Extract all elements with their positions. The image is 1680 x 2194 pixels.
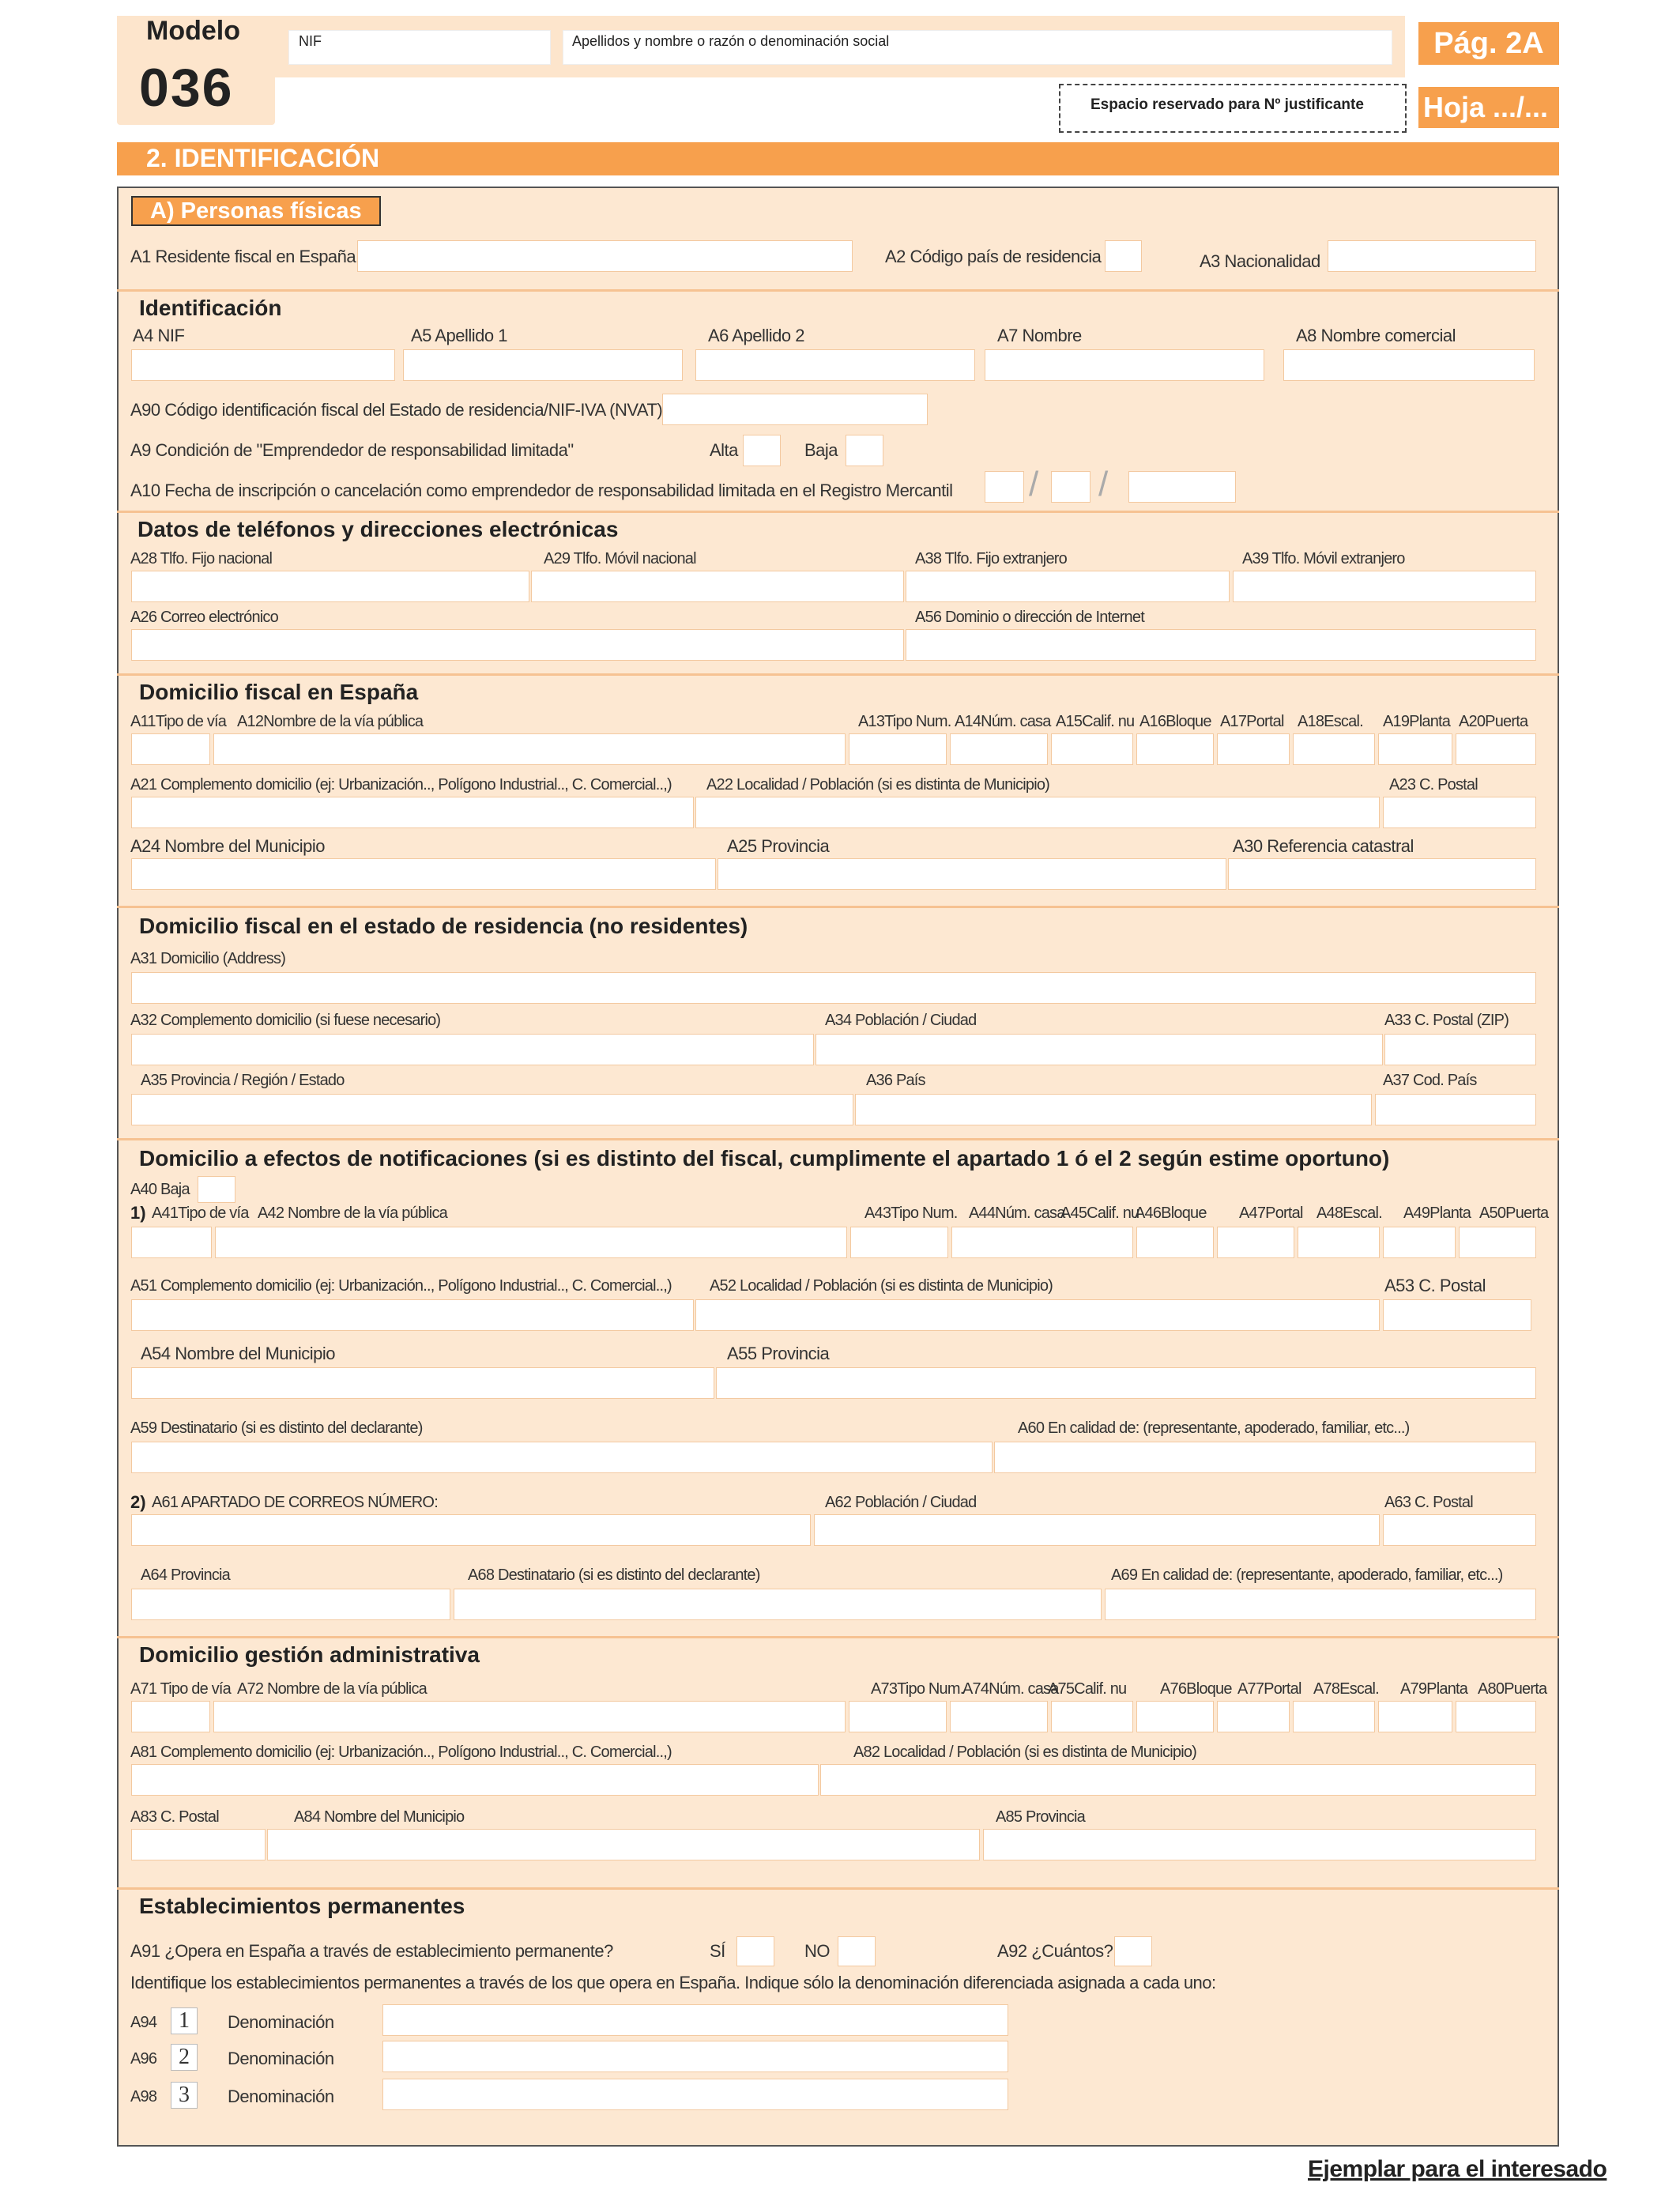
baja-checkbox[interactable] (846, 435, 883, 466)
a34-field[interactable] (816, 1034, 1383, 1065)
a23-label: A23 C. Postal (1389, 776, 1478, 794)
separator (117, 1636, 1559, 1638)
a46-label: A46Bloque (1135, 1204, 1207, 1222)
a38-label: A38 Tlfo. Fijo extranjero (915, 550, 1067, 567)
a48-field[interactable] (1298, 1227, 1380, 1258)
a40-checkbox[interactable] (198, 1176, 235, 1203)
option-1-label: 1) (130, 1203, 146, 1223)
a63-label: A63 C. Postal (1384, 1494, 1473, 1511)
a14-field[interactable] (950, 733, 1048, 765)
a26-label: A26 Correo electrónico (130, 609, 278, 626)
a15-field[interactable] (1051, 733, 1133, 765)
domicilio-residencia-title: Domicilio fiscal en el estado de residencia (no residentes) (139, 914, 748, 938)
a16-label: A16Bloque (1139, 713, 1211, 730)
a22-field[interactable] (695, 797, 1380, 828)
a5-label: A5 Apellido 1 (411, 326, 507, 345)
telefonos-title: Datos de teléfonos y direcciones electrónicas (137, 517, 619, 541)
a81-field[interactable] (131, 1764, 819, 1796)
a48-label: A48Escal. (1317, 1204, 1382, 1222)
a47-field[interactable] (1217, 1227, 1294, 1258)
subsection-title: A) Personas físicas (131, 196, 381, 226)
a59-label: A59 Destinatario (si es distinto del declarante) (130, 1419, 423, 1437)
domicilio-espana-title: Domicilio fiscal en España (139, 680, 419, 704)
a56-field[interactable] (906, 629, 1536, 661)
a31-label: A31 Domicilio (Address) (130, 950, 286, 967)
a43-field[interactable] (850, 1227, 948, 1258)
a32-field[interactable] (131, 1034, 814, 1065)
notificaciones-title: Domicilio a efectos de notificaciones (si es distinto del fiscal, cumplimente el apartado 1 ó el 2 según estime oportuno) (139, 1146, 1390, 1171)
a35-field[interactable] (131, 1094, 853, 1125)
a73-label: A73Tipo Num. (871, 1680, 964, 1698)
a39-label: A39 Tlfo. Móvil extranjero (1242, 550, 1405, 567)
separator (117, 673, 1559, 676)
a5-field[interactable] (403, 349, 683, 381)
a6-field[interactable] (695, 349, 975, 381)
baja-label: Baja (804, 440, 838, 460)
a61-label: A61 APARTADO DE CORREOS NÚMERO: (152, 1494, 438, 1511)
a28-field[interactable] (131, 571, 529, 602)
a68-label: A68 Destinatario (si es distinto del declarante) (468, 1566, 760, 1584)
hoja-label: Hoja .../... (1418, 87, 1559, 128)
a55-label: A55 Provincia (727, 1344, 830, 1363)
a71-field[interactable] (131, 1701, 210, 1732)
a80-field[interactable] (1456, 1701, 1536, 1732)
a36-field[interactable] (855, 1094, 1372, 1125)
a83-field[interactable] (131, 1829, 266, 1860)
a25-label: A25 Provincia (727, 836, 830, 856)
separator (117, 1887, 1559, 1890)
a76-field[interactable] (1136, 1701, 1214, 1732)
a40-label: A40 Baja (130, 1181, 190, 1198)
a36-label: A36 País (866, 1072, 925, 1089)
a16-field[interactable] (1136, 733, 1214, 765)
a26-field[interactable] (131, 629, 904, 661)
a62-field[interactable] (814, 1514, 1380, 1546)
a7-label: A7 Nombre (997, 326, 1082, 345)
nif-label: NIF (299, 33, 322, 49)
a72-label: A72 Nombre de la vía pública (237, 1680, 427, 1698)
a37-field[interactable] (1375, 1094, 1536, 1125)
separator (117, 511, 1559, 513)
a79-field[interactable] (1378, 1701, 1452, 1732)
a14-label: A14Núm. casa (955, 713, 1051, 730)
separator (117, 1138, 1559, 1140)
a75-label: A75Calif. nu (1048, 1680, 1127, 1698)
a2-field[interactable] (1105, 240, 1142, 272)
a69-label: A69 En calidad de: (representante, apoderado, familiar, etc...) (1111, 1566, 1503, 1584)
a18-label: A18Escal. (1298, 713, 1363, 730)
a8-field[interactable] (1283, 349, 1535, 381)
a62-label: A62 Población / Ciudad (825, 1494, 977, 1511)
a77-label: A77Portal (1237, 1680, 1301, 1698)
a42-field[interactable] (215, 1227, 847, 1258)
a17-label: A17Portal (1220, 713, 1284, 730)
a84-field[interactable] (267, 1829, 980, 1860)
a23-field[interactable] (1383, 797, 1536, 828)
a78-field[interactable] (1293, 1701, 1375, 1732)
a3-label: A3 Nacionalidad (1200, 251, 1320, 271)
a59-field[interactable] (131, 1442, 993, 1473)
a69-field[interactable] (1105, 1589, 1536, 1620)
a47-label: A47Portal (1239, 1204, 1303, 1222)
a53-field[interactable] (1383, 1299, 1531, 1331)
a8-label: A8 Nombre comercial (1296, 326, 1456, 345)
alta-checkbox[interactable] (743, 435, 781, 466)
a11-label: A11Tipo de vía (130, 713, 227, 730)
a6-label: A6 Apellido 2 (708, 326, 804, 345)
a33-label: A33 C. Postal (ZIP) (1384, 1012, 1509, 1029)
a30-label: A30 Referencia catastral (1233, 836, 1414, 856)
a10-label: A10 Fecha de inscripción o cancelación como emprendedor de responsabilidad limitada en el Registro Mercantil (130, 481, 953, 500)
a92-label: A92 ¿Cuántos? (997, 1941, 1113, 1961)
a74-label: A74Núm. casa (962, 1680, 1059, 1698)
a94-field[interactable] (382, 2004, 1008, 2036)
modelo-number: 036 (139, 58, 234, 118)
a84-label: A84 Nombre del Municipio (294, 1808, 465, 1826)
a1-field[interactable] (357, 240, 853, 272)
a80-label: A80Puerta (1478, 1680, 1547, 1698)
a68-field[interactable] (454, 1589, 1102, 1620)
a81-label: A81 Complemento domicilio (ej: Urbanización.., Polígono Industrial.., C. Comercial..,) (130, 1744, 672, 1761)
a45-label: A45Calif. nu (1060, 1204, 1139, 1222)
a13-label: A13Tipo Num. (858, 713, 951, 730)
si-checkbox[interactable] (736, 1936, 774, 1966)
a13-field[interactable] (849, 733, 947, 765)
a98-field[interactable] (382, 2079, 1008, 2110)
a21-label: A21 Complemento domicilio (ej: Urbanización.., Polígono Industrial.., C. Comercial..,) (130, 776, 672, 794)
denominacion-label: Denominación (228, 2049, 334, 2068)
a77-field[interactable] (1217, 1701, 1290, 1732)
a96-code: A96 (130, 2050, 157, 2068)
denominacion-label: Denominación (228, 2087, 334, 2106)
a10-year-field[interactable] (1128, 471, 1236, 503)
a4-field[interactable] (131, 349, 395, 381)
row-number: 3 (171, 2082, 198, 2109)
no-label: NO (804, 1941, 830, 1961)
a19-field[interactable] (1378, 733, 1452, 765)
a10-month-field[interactable] (1051, 471, 1090, 503)
a39-field[interactable] (1233, 571, 1536, 602)
a54-field[interactable] (131, 1367, 714, 1399)
a92-field[interactable] (1114, 1936, 1152, 1966)
a15-label: A15Calif. nu (1056, 713, 1135, 730)
option-2-label: 2) (130, 1492, 146, 1512)
separator (117, 906, 1559, 908)
a7-field[interactable] (985, 349, 1264, 381)
a35-label: A35 Provincia / Región / Estado (141, 1072, 345, 1089)
date-slash: / (1098, 465, 1109, 503)
a20-label: A20Puerta (1459, 713, 1528, 730)
modelo-label: Modelo (146, 16, 240, 46)
a21-field[interactable] (131, 797, 694, 828)
a42-label: A42 Nombre de la vía pública (258, 1204, 447, 1222)
date-slash: / (1029, 465, 1039, 503)
a82-label: A82 Localidad / Población (si es distinta de Municipio) (853, 1744, 1197, 1761)
denominacion-label: Denominación (228, 2012, 334, 2032)
instructions: Identifique los establecimientos permanentes a través de los que opera en España. Indique sólo la denominación diferenciada asignada a cada uno: (130, 1973, 1216, 1992)
a4-label: A4 NIF (133, 326, 185, 345)
a64-label: A64 Provincia (141, 1566, 230, 1584)
a41-label: A41Tipo de vía (152, 1204, 249, 1222)
a54-label: A54 Nombre del Municipio (141, 1344, 336, 1363)
a10-day-field[interactable] (985, 471, 1024, 503)
a56-label: A56 Dominio o dirección de Internet (915, 609, 1144, 626)
a49-label: A49Planta (1403, 1204, 1471, 1222)
a31-field[interactable] (131, 972, 1536, 1004)
ejemplar-label: Ejemplar para el interesado (1308, 2156, 1607, 2182)
a72-field[interactable] (213, 1701, 846, 1732)
row-number: 1 (171, 2007, 198, 2034)
alta-label: Alta (710, 440, 738, 460)
page-label: Pág. 2A (1418, 22, 1559, 65)
row-number: 2 (171, 2044, 198, 2071)
a63-field[interactable] (1383, 1514, 1536, 1546)
a38-field[interactable] (906, 571, 1230, 602)
a17-field[interactable] (1217, 733, 1290, 765)
a79-label: A79Planta (1400, 1680, 1468, 1698)
a96-field[interactable] (382, 2041, 1008, 2072)
a33-field[interactable] (1384, 1034, 1536, 1065)
a60-label: A60 En calidad de: (representante, apoderado, familiar, etc...) (1018, 1419, 1410, 1437)
a34-label: A34 Población / Ciudad (825, 1012, 977, 1029)
a76-label: A76Bloque (1160, 1680, 1232, 1698)
a29-label: A29 Tlfo. Móvil nacional (544, 550, 696, 567)
a51-field[interactable] (131, 1299, 694, 1331)
reserved-label: Espacio reservado para Nº justificante (1090, 96, 1364, 113)
a78-label: A78Escal. (1313, 1680, 1379, 1698)
a50-label: A50Puerta (1479, 1204, 1549, 1222)
a11-field[interactable] (131, 733, 210, 765)
a90-field[interactable] (662, 394, 928, 425)
a43-label: A43Tipo Num. (864, 1204, 958, 1222)
a55-field[interactable] (716, 1367, 1536, 1399)
a83-label: A83 C. Postal (130, 1808, 219, 1826)
a52-label: A52 Localidad / Población (si es distinta de Municipio) (710, 1277, 1053, 1295)
a2-label: A2 Código país de residencia (885, 247, 1102, 266)
a24-field[interactable] (131, 858, 716, 890)
a75-field[interactable] (1051, 1701, 1133, 1732)
a19-label: A19Planta (1383, 713, 1451, 730)
name-label: Apellidos y nombre o razón o denominación social (572, 33, 890, 49)
a9-label: A9 Condición de "Emprendedor de responsabilidad limitada" (130, 440, 574, 460)
a1-label: A1 Residente fiscal en España (130, 247, 356, 266)
a46-field[interactable] (1136, 1227, 1214, 1258)
a61-field[interactable] (131, 1514, 811, 1546)
si-label: SÍ (710, 1941, 725, 1961)
a3-field[interactable] (1328, 240, 1536, 272)
a18-field[interactable] (1293, 733, 1375, 765)
a53-label: A53 C. Postal (1384, 1276, 1486, 1295)
a60-field[interactable] (994, 1442, 1536, 1473)
separator (117, 289, 1559, 292)
a85-field[interactable] (983, 1829, 1536, 1860)
identificacion-title: Identificación (139, 296, 282, 320)
no-checkbox[interactable] (838, 1936, 876, 1966)
a71-label: A71 Tipo de vía (130, 1680, 231, 1698)
a12-label: A12Nombre de la vía pública (237, 713, 424, 730)
a32-label: A32 Complemento domicilio (si fuese necesario) (130, 1012, 441, 1029)
a49-field[interactable] (1383, 1227, 1456, 1258)
a51-label: A51 Complemento domicilio (ej: Urbanización.., Polígono Industrial.., C. Comercial..,) (130, 1277, 672, 1295)
a74-field[interactable] (950, 1701, 1048, 1732)
a22-label: A22 Localidad / Población (si es distinta de Municipio) (706, 776, 1050, 794)
a28-label: A28 Tlfo. Fijo nacional (130, 550, 273, 567)
a37-label: A37 Cod. País (1383, 1072, 1477, 1089)
a90-label: A90 Código identificación fiscal del Estado de residencia/NIF-IVA (NVAT) (130, 400, 663, 420)
a98-code: A98 (130, 2088, 157, 2105)
a41-field[interactable] (131, 1227, 212, 1258)
a25-field[interactable] (718, 858, 1226, 890)
a85-label: A85 Provincia (996, 1808, 1085, 1826)
a44-label: A44Núm. casa (969, 1204, 1065, 1222)
a29-field[interactable] (531, 571, 904, 602)
a20-field[interactable] (1456, 733, 1536, 765)
a30-field[interactable] (1228, 858, 1536, 890)
a91-label: A91 ¿Opera en España a través de establecimiento permanente? (130, 1941, 613, 1961)
a12-field[interactable] (213, 733, 846, 765)
a82-field[interactable] (820, 1764, 1536, 1796)
a44-field[interactable] (951, 1227, 1133, 1258)
a52-field[interactable] (695, 1299, 1380, 1331)
a73-field[interactable] (849, 1701, 947, 1732)
a64-field[interactable] (131, 1589, 450, 1620)
establecimientos-title: Establecimientos permanentes (139, 1894, 465, 1918)
a94-code: A94 (130, 2014, 157, 2031)
a50-field[interactable] (1459, 1227, 1536, 1258)
a24-label: A24 Nombre del Municipio (130, 836, 326, 856)
nif-field[interactable] (288, 30, 551, 65)
gestion-title: Domicilio gestión administrativa (139, 1642, 480, 1667)
section-title: 2. IDENTIFICACIÓN (146, 144, 380, 172)
